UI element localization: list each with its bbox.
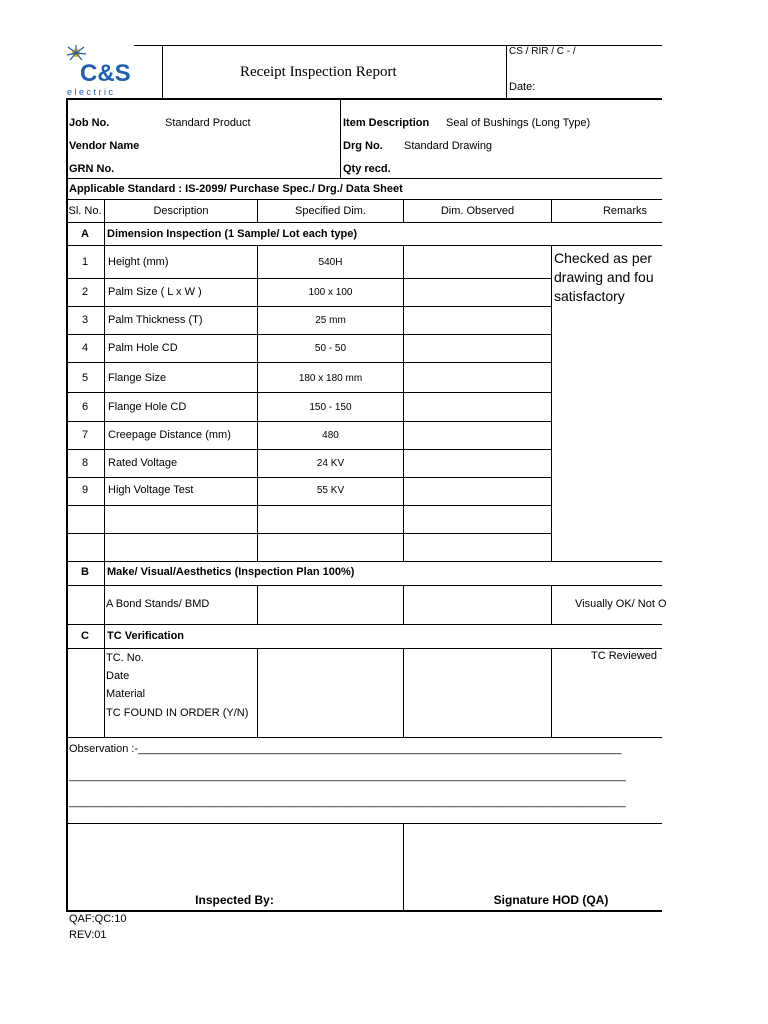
section-b-remarks: Visually OK/ Not O bbox=[575, 598, 667, 610]
company-logo bbox=[66, 45, 134, 97]
section-c-bottom-rule bbox=[66, 737, 662, 738]
svg-text:electric: electric bbox=[67, 87, 116, 97]
job-no-label: Job No. bbox=[69, 117, 110, 129]
row-1-no: 1 bbox=[81, 256, 89, 268]
col-rule-obs-header bbox=[551, 199, 552, 222]
doc-number: CS / RIR / C - / bbox=[509, 46, 576, 57]
row-8-no: 8 bbox=[81, 457, 89, 469]
tc-material-label: Material bbox=[106, 688, 146, 700]
section-c-remarks: TC Reviewed bbox=[591, 650, 658, 662]
col-rule-sl-c bbox=[104, 624, 105, 737]
section-c-letter: C bbox=[81, 630, 89, 642]
section-b-bottom-rule bbox=[66, 624, 662, 625]
section-a-remarks bbox=[554, 249, 654, 306]
row-3-rule bbox=[66, 334, 552, 335]
row-2-no: 2 bbox=[81, 286, 89, 298]
qty-recd-label: Qty recd. bbox=[343, 163, 391, 175]
drg-no-value: Standard Drawing bbox=[404, 140, 493, 152]
item-description-value: Seal of Bushings (Long Type) bbox=[446, 117, 591, 129]
page-title: Receipt Inspection Report bbox=[240, 64, 397, 80]
col-rule-spec-c bbox=[403, 648, 404, 737]
col-header-sl-no: Sl. No. bbox=[68, 205, 102, 217]
col-rule-desc-b bbox=[257, 585, 258, 624]
col-rule-spec-header bbox=[403, 199, 404, 222]
row-3-no: 3 bbox=[81, 314, 89, 326]
form-bottom-rule bbox=[66, 910, 662, 912]
row-3-spec: 25 mm bbox=[315, 315, 346, 326]
row-5-spec: 180 x 180 mm bbox=[298, 373, 363, 384]
svg-text:C&S: C&S bbox=[80, 60, 131, 87]
company-logo-icon bbox=[66, 45, 134, 97]
col-header-remarks: Remarks bbox=[602, 205, 647, 217]
row-2-desc: Palm Size ( L x W ) bbox=[108, 286, 202, 298]
section-b-title: Make/ Visual/Aesthetics (Inspection Plan 100%) bbox=[107, 566, 355, 578]
header-divider-left bbox=[162, 45, 163, 98]
signature-hod-label: Signature HOD (QA) bbox=[493, 893, 609, 907]
tc-date-label: Date bbox=[106, 670, 130, 682]
drg-no-label: Drg No. bbox=[343, 140, 383, 152]
row-2-rule bbox=[66, 306, 552, 307]
section-a-title: Dimension Inspection (1 Sample/ Lot each type) bbox=[107, 228, 357, 240]
revision-number: REV:01 bbox=[69, 929, 107, 941]
row-7-no: 7 bbox=[81, 429, 89, 441]
section-c-title-rule bbox=[66, 648, 662, 649]
col-rule-obs-c bbox=[551, 648, 552, 737]
row-5-rule bbox=[66, 392, 552, 393]
header-bottom-rule bbox=[66, 98, 662, 100]
row-4-spec: 50 - 50 bbox=[314, 343, 347, 354]
row-6-desc: Flange Hole CD bbox=[108, 401, 187, 413]
row-8-spec: 24 KV bbox=[316, 458, 345, 469]
row-9-spec: 55 KV bbox=[316, 485, 345, 496]
applicable-standard: Applicable Standard : IS-2099/ Purchase Spec./ Drg./ Data Sheet bbox=[69, 183, 403, 195]
observation-line-2: ___________________________________________________________________________________________ bbox=[69, 770, 626, 782]
section-b-letter: B bbox=[81, 566, 89, 578]
observation-line-1: Observation :-_______________________________________________________________________________ bbox=[69, 743, 622, 755]
row-2-spec: 100 x 100 bbox=[308, 287, 353, 298]
section-c-title: TC Verification bbox=[107, 630, 185, 642]
col-rule-obs-a bbox=[551, 245, 552, 561]
row-9-rule bbox=[66, 505, 552, 506]
row-6-rule bbox=[66, 421, 552, 422]
row-7-spec: 480 bbox=[322, 430, 339, 441]
section-b-title-rule bbox=[66, 585, 662, 586]
col-rule-spec-a bbox=[403, 245, 404, 561]
row-7-desc: Creepage Distance (mm) bbox=[108, 429, 231, 441]
section-a-bottom-rule bbox=[66, 561, 662, 562]
col-rule-sl-b bbox=[104, 561, 105, 624]
section-a-remarks-line-3: satisfactory bbox=[554, 288, 625, 304]
row-3-desc: Palm Thickness (T) bbox=[108, 314, 203, 326]
row-8-desc: Rated Voltage bbox=[108, 457, 178, 469]
col-header-dim-observed: Dim. Observed bbox=[440, 205, 515, 217]
row-10-rule bbox=[66, 533, 552, 534]
row-6-no: 6 bbox=[81, 401, 89, 413]
tc-no-label: TC. No. bbox=[106, 652, 144, 664]
col-rule-sl-a bbox=[104, 245, 105, 561]
columns-bottom-rule bbox=[66, 222, 662, 223]
inspected-by-label: Inspected By: bbox=[195, 893, 274, 907]
section-b-desc: A Bond Stands/ BMD bbox=[106, 598, 210, 610]
section-a-remarks-line-1: Checked as per bbox=[554, 250, 653, 266]
row-1-spec: 540H bbox=[318, 257, 343, 268]
section-a-letter: A bbox=[81, 228, 89, 240]
col-rule-desc-c bbox=[257, 648, 258, 737]
row-4-no: 4 bbox=[81, 342, 89, 354]
info-divider bbox=[340, 98, 341, 178]
section-a-remarks-line-2: drawing and fou bbox=[554, 269, 654, 285]
header-top-rule bbox=[134, 45, 662, 46]
tc-found-label: TC FOUND IN ORDER (Y/N) bbox=[106, 707, 249, 719]
row-8-rule bbox=[66, 477, 552, 478]
col-rule-obs-b bbox=[551, 585, 552, 624]
grn-no-label: GRN No. bbox=[69, 163, 115, 175]
vendor-name-label: Vendor Name bbox=[69, 140, 140, 152]
col-rule-sl-header bbox=[104, 199, 105, 222]
job-no-value: Standard Product bbox=[165, 117, 251, 129]
standard-top-rule bbox=[66, 178, 662, 179]
row-9-desc: High Voltage Test bbox=[108, 484, 194, 496]
section-a-title-rule bbox=[66, 245, 662, 246]
signature-top-rule bbox=[66, 823, 662, 824]
col-header-description: Description bbox=[153, 205, 209, 217]
form-number: QAF:QC:10 bbox=[69, 913, 127, 925]
row-4-desc: Palm Hole CD bbox=[108, 342, 178, 354]
row-5-desc: Flange Size bbox=[108, 372, 167, 384]
row-6-spec: 150 - 150 bbox=[309, 402, 352, 413]
row-9-no: 9 bbox=[81, 484, 89, 496]
row-1-rule bbox=[66, 278, 552, 279]
col-rule-section-a-title bbox=[104, 222, 105, 245]
header-divider-right bbox=[506, 45, 507, 98]
col-header-specified-dim: Specified Dim. bbox=[295, 205, 366, 217]
row-7-rule bbox=[66, 449, 552, 450]
date-label: Date: bbox=[509, 81, 536, 93]
col-rule-spec-b bbox=[403, 585, 404, 624]
columns-top-rule bbox=[66, 199, 662, 200]
row-5-no: 5 bbox=[81, 372, 89, 384]
col-rule-desc-header bbox=[257, 199, 258, 222]
row-1-desc: Height (mm) bbox=[108, 256, 169, 268]
observation-line-3: ___________________________________________________________________________________________ bbox=[69, 796, 626, 808]
col-rule-desc-a bbox=[257, 245, 258, 561]
item-description-label: Item Description bbox=[343, 117, 430, 129]
row-4-rule bbox=[66, 362, 552, 363]
